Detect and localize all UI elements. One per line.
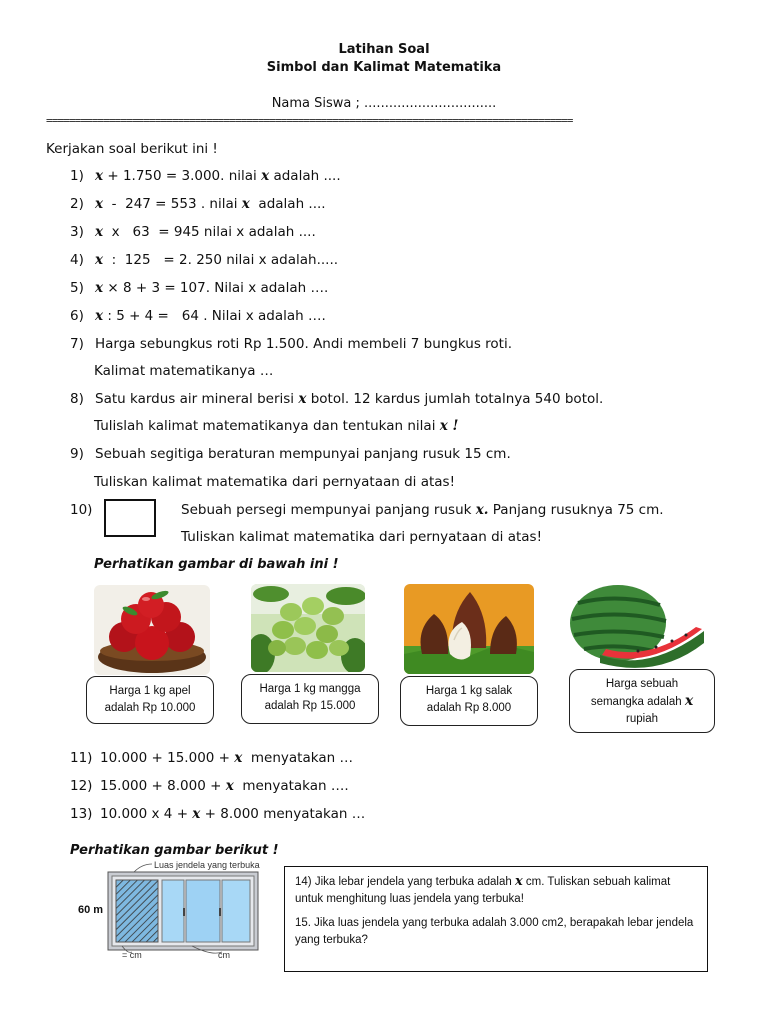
- question-10-number: 10): [70, 502, 93, 518]
- question-6: 6) x : 5 + 4 = 64 . Nilai x adalah ….: [70, 308, 326, 324]
- question-8-line2: Tulislah kalimat matematikanya dan tentukan nilai x !: [94, 418, 459, 434]
- mango-photo: [251, 584, 365, 672]
- question-13: 13) 10.000 x 4 + x + 8.000 menyatakan …: [70, 806, 366, 822]
- question-5: 5) x × 8 + 3 = 107. Nilai x adalah ….: [70, 280, 329, 296]
- question-7: 7) Harga sebungkus roti Rp 1.500. Andi membeli 7 bungkus roti.: [70, 336, 513, 352]
- window-figure: [72, 860, 262, 964]
- watermelon-price-caption: Harga sebuah semangka adalah x rupiah: [569, 669, 715, 733]
- salak-price-caption: Harga 1 kg salak adalah Rp 8.000: [400, 676, 538, 726]
- question-9-line2: Tuliskan kalimat matematika dari pernyataan di atas!: [94, 474, 456, 490]
- question-12: 12) 15.000 + 8.000 + x menyatakan ….: [70, 778, 349, 794]
- question-7-line2: Kalimat matematikanya …: [94, 363, 274, 379]
- question-9: 9) Sebuah segitiga beraturan mempunyai panjang rusuk 15 cm.: [70, 446, 511, 462]
- salak-photo: [404, 584, 534, 674]
- question-15: 15. Jika luas jendela yang terbuka adalah 3.000 cm2, berapakah lebar jendela yang terbuka?: [295, 917, 694, 946]
- apple-price-caption: Harga 1 kg apel adalah Rp 10.000: [86, 676, 214, 724]
- worksheet-subtitle: Simbol dan Kalimat Matematika: [266, 60, 502, 75]
- apple-photo: [94, 585, 210, 675]
- window-width-label: cm: [218, 950, 230, 960]
- question-10: Sebuah persegi mempunyai panjang rusuk x. Panjang rusuknya 75 cm.: [181, 502, 664, 518]
- question-2: 2) x - 247 = 553 . nilai x adalah ....: [70, 196, 326, 212]
- question-8: 8) Satu kardus air mineral berisi x botol. 12 kardus jumlah totalnya 540 botol.: [70, 391, 604, 407]
- question-10-line2: Tuliskan kalimat matematika dari pernyataan di atas!: [181, 529, 543, 545]
- square-figure: [104, 499, 156, 537]
- open-width-label: = cm: [122, 950, 142, 960]
- watermelon-photo: [568, 583, 708, 671]
- question-11: 11) 10.000 + 15.000 + x menyatakan …: [70, 750, 353, 766]
- open-window-area-label: Luas jendela yang terbuka: [154, 860, 260, 870]
- question-3: 3) x x 63 = 945 nilai x adalah ....: [70, 224, 316, 240]
- mango-price-caption: Harga 1 kg mangga adalah Rp 15.000: [241, 674, 379, 724]
- worksheet-title: Latihan Soal: [338, 42, 430, 57]
- instruction: Kerjakan soal berikut ini !: [46, 141, 218, 157]
- question-box-14-15: [284, 866, 708, 972]
- section-title-pictures: Perhatikan gambar di bawah ini !: [94, 557, 339, 572]
- student-name-field: Nama Siswa ; ................................: [271, 96, 497, 111]
- question-4: 4) x : 125 = 2. 250 nilai x adalah.....: [70, 252, 339, 268]
- question-14: 14) Jika lebar jendela yang terbuka adalah x cm. Tuliskan sebuah kalimat untuk menghitung luas jendela yang terbuka!: [295, 874, 671, 905]
- window-height-label: 60 m: [78, 904, 104, 916]
- separator-line: ============================================================================================: [46, 114, 573, 127]
- question-1: 1) x + 1.750 = 3.000. nilai x adalah ....: [70, 168, 341, 184]
- section-title-figure: Perhatikan gambar berikut !: [70, 843, 279, 858]
